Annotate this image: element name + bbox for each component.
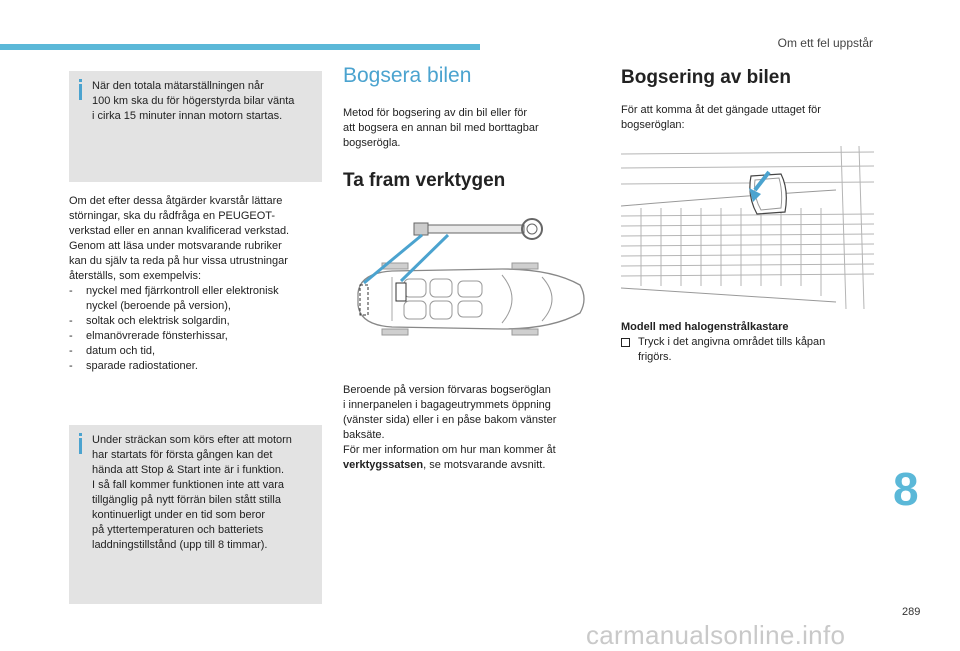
- section-header: Om ett fel uppstår: [777, 36, 873, 50]
- car-tools-illustration: [352, 213, 590, 373]
- chapter-number: 8: [893, 463, 919, 515]
- info-icon-bar: [79, 438, 82, 454]
- page-number: 289: [902, 606, 921, 618]
- header-accent-bar: [0, 44, 480, 50]
- info-icon-bar: [79, 84, 82, 100]
- para-line: kan du själv ta reda på hur vissa utrustningar: [69, 255, 288, 267]
- info-note-stop-start: Under sträckan som körs efter att motorn har startats för första gången kan det hända att Stop & Start inte är i funktion. I så fall kommer funktionen inte att vara tillgänglig på nytt förrän bilen stått stilla kontinuerligt under en tid som beror på yttertemperaturen och batteriets laddningstillstånd (upp till 8 timmar).: [69, 425, 322, 604]
- middle-intro: Metod för bogsering av din bil eller för att bogsera en annan bil med borttagbar bogseröglа.: [343, 107, 539, 149]
- watermark: carmanualsonline.info: [586, 620, 846, 650]
- bold-term: verktygssatsen: [343, 459, 424, 471]
- para-line: Genom att läsa under motsvarande rubriker: [69, 240, 282, 252]
- list-item: - sparade radiostationer.: [69, 360, 198, 372]
- info-icon-dot: [79, 433, 82, 436]
- model-label: Modell med halogenstrålkastare: [621, 321, 789, 333]
- para-line: återställs, som exempelvis:: [69, 270, 202, 282]
- middle-body: Beroende på version förvaras bogseröglan i innerpanelen i bagageutrymmets öppning (vänster sida) eller i en påse bakom vänster baksäte. För mer information om hur man kommer åt verktygssatsen, se motsvarande avsnitt.: [343, 383, 593, 473]
- step-instruction: Tryck i det angivna området tills kåpan frigörs.: [621, 335, 871, 365]
- info-icon-dot: [79, 79, 82, 82]
- note-line: När den totala mätarställningen når: [92, 80, 264, 92]
- para-line: verkstad eller en annan kvalificerad verkstad.: [69, 225, 290, 237]
- list-item: - elmanövrerade fönsterhissar,: [69, 330, 228, 342]
- list-item: - soltak och elektrisk solgardin,: [69, 315, 230, 327]
- left-paragraph: [69, 194, 324, 374]
- section-title-tow: Bogsera bilen: [343, 64, 472, 87]
- note-line: 100 km ska du för högerstyrda bilar vänta: [92, 95, 295, 107]
- subtitle-tools: Ta fram verktygen: [343, 170, 506, 191]
- list-item: - datum och tid,: [69, 345, 156, 357]
- section-title-towing: Bogsering av bilen: [621, 67, 791, 88]
- body-line-last: verktygssatsen, se motsvarande avsnitt.: [343, 459, 546, 471]
- list-item: - nyckel med fjärrkontroll eller elektronisk nyckel (beroende på version),: [69, 285, 279, 312]
- right-intro: För att komma åt det gängade uttaget för bogseröglan:: [621, 104, 821, 131]
- checkbox-icon: [621, 338, 630, 347]
- info-note-mileage: [69, 71, 322, 182]
- para-line: störningar, ska du rådfråga en PEUGEOT-: [69, 210, 276, 222]
- front-grille-illustration: [621, 146, 874, 309]
- para-line: Om det efter dessa åtgärder kvarstår lättare: [69, 195, 283, 207]
- note-line: i cirka 15 minuter innan motorn startas.: [92, 110, 283, 122]
